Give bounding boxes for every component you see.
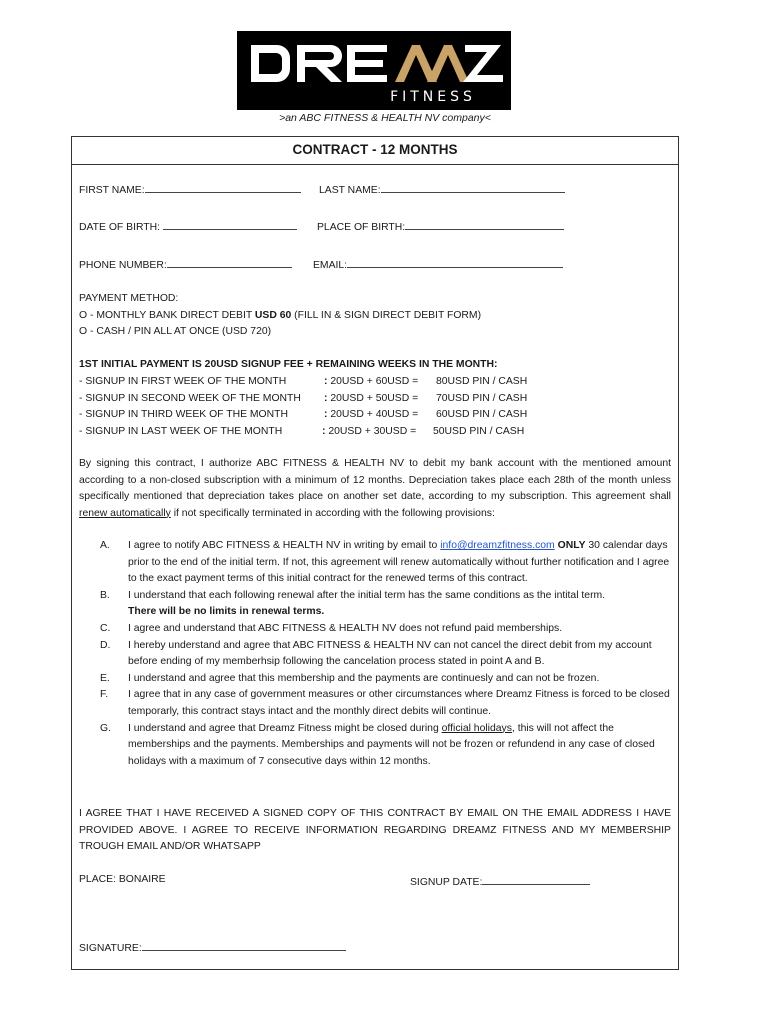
place-of-birth-field[interactable] xyxy=(317,218,564,235)
initial-row-label: - SIGNUP IN FIRST WEEK OF THE MONTH xyxy=(79,376,287,387)
provision-e: E. I understand and agree that this membership and the payments are continuesly and can not be frozen. xyxy=(100,672,600,684)
initial-payment-heading: 1ST INITIAL PAYMENT IS 20USD SIGNUP FEE + REMAINING WEEKS IN THE MONTH: xyxy=(79,359,498,370)
phone-number-label: PHONE NUMBER: xyxy=(79,260,167,271)
place-of-birth-line[interactable] xyxy=(405,218,564,230)
place-text: PLACE: BONAIRE xyxy=(79,874,166,885)
signature-line[interactable] xyxy=(142,939,346,951)
dreamz-logo-mark xyxy=(237,31,511,110)
email-line[interactable] xyxy=(347,256,563,268)
date-of-birth-line[interactable] xyxy=(163,218,297,230)
last-name-line[interactable] xyxy=(381,181,565,193)
provision-g: G. I understand and agree that Dreamz Fitness might be closed during official holidays, this will not affect the memberships and the payments. Memberships and payments will not be frozen or refundend in any case of closed holidays with a maximum of 7 consecutive days within 12 months. xyxy=(100,722,655,767)
initial-row-label: - SIGNUP IN THIRD WEEK OF THE MONTH xyxy=(79,409,288,420)
logo-subtitle: FITNESS xyxy=(390,89,476,105)
provision-f: F. I agree that in any case of government measures or other circumstances where Dreamz Fitness is forced to be closed temporarly, this contract stays intact and the monthly direct debits will continue. xyxy=(100,689,670,717)
phone-number-field[interactable] xyxy=(79,256,292,273)
email-link[interactable]: info@dreamzfitness.com xyxy=(440,540,555,551)
initial-row-calc: : 20USD + 40USD = xyxy=(324,409,419,420)
payment-option-direct-debit[interactable] xyxy=(79,309,481,323)
title-divider xyxy=(71,164,679,165)
initial-row-result: 80USD PIN / CASH xyxy=(436,376,528,387)
initial-row-calc: : 20USD + 30USD = xyxy=(322,426,417,437)
email-field[interactable] xyxy=(313,256,563,273)
initial-row-calc: : 20USD + 60USD = xyxy=(324,376,419,387)
signature-field[interactable] xyxy=(79,939,346,956)
last-name-field[interactable] xyxy=(319,181,565,198)
date-of-birth-label: DATE OF BIRTH: xyxy=(79,222,161,233)
provision-a: A. I agree to notify ABC FITNESS & HEALTH NV in writing by email to info@dreamzfitness.com ONLY 30 calendar days prior to the end of the initial term. If not, this agreement will renew automatically without further notification and I agree to the exact payment terms of this initial contract for the renewed terms of this contract. xyxy=(100,540,670,585)
first-name-label: FIRST NAME: xyxy=(79,185,145,196)
initial-row-calc: : 20USD + 50USD = xyxy=(324,393,419,404)
payment-option-1-amount: USD 60 xyxy=(254,310,292,321)
initial-row-label: - SIGNUP IN SECOND WEEK OF THE MONTH xyxy=(79,393,301,404)
contract-title: CONTRACT - 12 MONTHS xyxy=(292,142,458,157)
first-name-field[interactable] xyxy=(79,181,301,198)
phone-number-line[interactable] xyxy=(167,256,292,268)
initial-row-result: 50USD PIN / CASH xyxy=(433,426,525,437)
initial-row-result: 60USD PIN / CASH xyxy=(436,409,528,420)
agreement-paragraph: I AGREE THAT I HAVE RECEIVED A SIGNED COPY OF THIS CONTRACT BY EMAIL ON THE EMAIL ADDRESS I HAVE PROVIDED ABOVE. I AGREE TO RECEIVE INFORMATION REGARDING DREAMZ FITNESS AND MY MEMBERSHIP TROUGH EMAIL AND/OR WHATSAPP xyxy=(79,808,671,853)
provision-d: D. I hereby understand and agree that ABC FITNESS & HEALTH NV can not cancel the direct debit from my account before ending of my memberhsip following the cancelation process stated in point A and B. xyxy=(100,639,652,668)
renew-automatically-text: renew automatically xyxy=(79,507,171,519)
provision-c: C. I agree and understand that ABC FITNESS & HEALTH NV does not refund paid memberships. xyxy=(100,622,563,634)
company-tagline: >an ABC FITNESS & HEALTH NV company< xyxy=(279,112,491,124)
dreamz-fitness-logo xyxy=(237,31,511,110)
last-name-label: LAST NAME: xyxy=(319,185,381,196)
place-of-birth-label: PLACE OF BIRTH: xyxy=(317,222,406,233)
payment-option-1-text: O - MONTHLY BANK DIRECT DEBIT xyxy=(79,310,255,321)
date-of-birth-field[interactable] xyxy=(79,218,297,235)
payment-option-cash[interactable]: O - CASH / PIN ALL AT ONCE (USD 720) xyxy=(79,326,272,337)
initial-row-label: - SIGNUP IN LAST WEEK OF THE MONTH xyxy=(79,426,283,437)
authorization-paragraph: By signing this contract, I authorize ABC FITNESS & HEALTH NV to debit my bank account with the mentioned amount according to a non-closed subscription with a minimum of 12 months. Depreciation takes place each 28th of the month unless specifically mentioned that depreciation takes place on another set date, according to my subscription. This agreement shall renew automatically if not specifically terminated in according with the following provisions: xyxy=(79,458,671,519)
initial-row-result: 70USD PIN / CASH xyxy=(436,393,528,404)
signup-date-label: SIGNUP DATE: xyxy=(410,877,483,888)
email-label: EMAIL: xyxy=(313,260,348,271)
payment-option-1-note: (FILL IN & SIGN DIRECT DEBIT FORM) xyxy=(291,310,482,321)
payment-method-heading: PAYMENT METHOD: xyxy=(79,293,179,304)
signature-label: SIGNATURE: xyxy=(79,943,142,954)
official-holidays-text: official holidays xyxy=(441,722,512,734)
provision-b: B. I understand that each following renewal after the initial term has the same conditions as the intital term. There will be no limits in renewal terms. xyxy=(100,589,606,618)
provisions-list xyxy=(100,538,672,770)
signup-date-field[interactable] xyxy=(410,873,590,890)
signup-date-line[interactable] xyxy=(482,873,590,885)
first-name-line[interactable] xyxy=(145,181,301,193)
